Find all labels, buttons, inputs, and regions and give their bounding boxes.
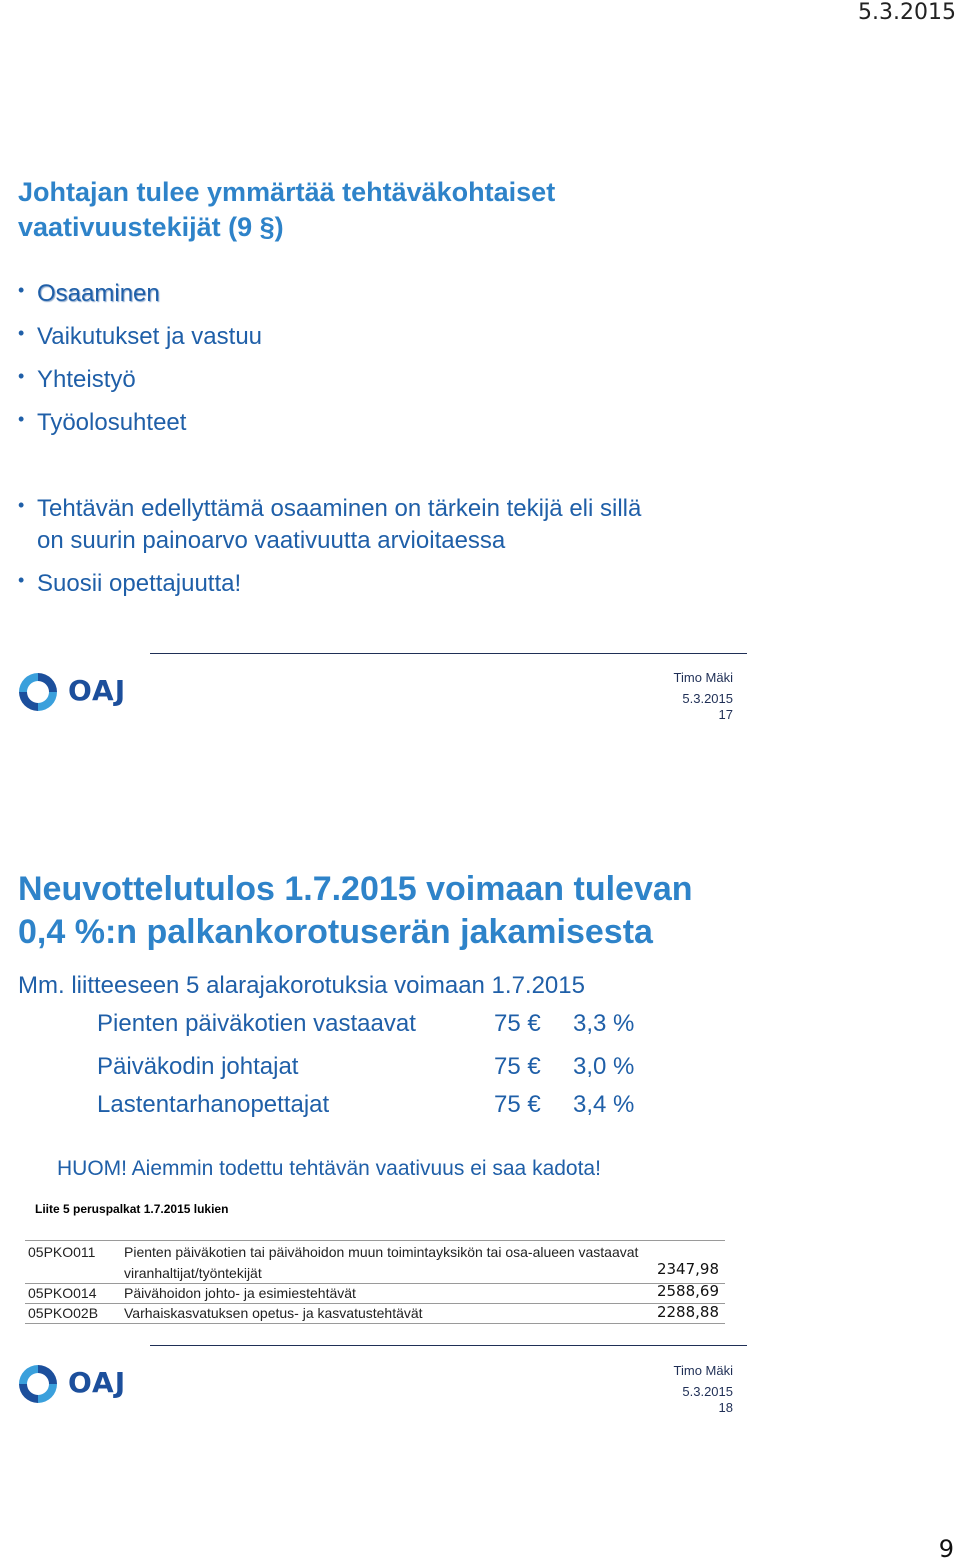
footer-divider [150,653,747,654]
bullet-icon: • [18,495,25,515]
slide-18-title-line1: Neuvottelutulos 1.7.2015 voimaan tulevan [18,870,693,908]
table-desc: Varhaiskasvatuksen opetus- ja kasvatustehtävät [124,1305,423,1321]
table-desc: Pienten päiväkotien tai päivähoidon muun toimintayksikön tai osa-alueen vastaavat [124,1244,639,1260]
table-code: 05PKO011 [28,1244,96,1260]
salary-table [25,1240,725,1325]
bullet-icon: • [18,570,25,590]
footer-divider [150,1345,747,1346]
raise-row-label: Pienten päiväkotien vastaavat [97,1010,416,1037]
raise-row-percent: 3,3 % [573,1010,635,1037]
slide-18-title-line2: 0,4 %:n palkankorotuserän jakamisesta [18,913,653,951]
oaj-logo-text: OAJ [68,1366,127,1399]
table-caption: Liite 5 peruspalkat 1.7.2015 lukien [35,1202,229,1216]
bullet-text: Työolosuhteet [37,409,187,436]
bullet-text: Suosii opettajuutta! [37,570,242,597]
table-desc-cont: viranhaltijat/työntekijät [124,1265,262,1281]
bullet-text: on suurin painoarvo vaativuutta arvioitaessa [37,527,506,554]
slide-number: 18 [718,1400,733,1415]
table-divider [25,1323,725,1324]
slide-17-title [18,175,555,245]
table-salary: 2347,98 [656,1260,719,1278]
raise-row-percent: 3,0 % [573,1053,635,1080]
bullet-text: Tehtävän edellyttämä osaaminen on tärkein tekijä eli sillä [37,495,642,522]
raise-row-percent: 3,4 % [573,1091,635,1118]
bullet-text: Osaaminen [37,280,160,307]
table-divider [25,1240,725,1241]
bullet-icon: • [18,409,25,429]
bullet-text: Vaikutukset ja vastuu [37,323,263,350]
bullet-icon: • [18,323,25,343]
oaj-logo-icon [16,670,60,714]
footer-author: Timo Mäki [673,1363,733,1378]
table-salary: 2588,69 [656,1282,719,1300]
slide-17-title-line1: Johtajan tulee ymmärtää tehtäväkohtaiset [18,177,556,207]
slide-18-title [18,868,693,954]
footer-date: 5.3.2015 [682,691,733,706]
page-header-date: 5.3.2015 [858,0,956,25]
footer-author: Timo Mäki [673,670,733,685]
slide-17-title-line2: vaativuustekijät (9 §) [18,212,284,242]
note-text: HUOM! Aiemmin todettu tehtävän vaativuus ei saa kadota! [57,1157,601,1180]
table-salary: 2288,88 [656,1303,719,1321]
table-desc: Päivähoidon johto- ja esimiestehtävät [124,1285,356,1301]
bullet-icon: • [18,280,25,300]
raise-row-amount: 75 € [494,1091,541,1118]
oaj-logo-icon [16,1362,60,1406]
raise-row-amount: 75 € [494,1010,541,1037]
table-code: 05PKO02B [28,1305,99,1321]
raise-row-label: Päiväkodin johtajat [97,1053,299,1080]
table-code: 05PKO014 [28,1285,97,1301]
oaj-logo-text: OAJ [68,674,127,707]
intro-text: Mm. liitteeseen 5 alarajakorotuksia voimaan 1.7.2015 [18,972,585,999]
slide-number: 17 [718,707,733,722]
table-divider [25,1283,725,1284]
table-divider [25,1303,725,1304]
raise-row-label: Lastentarhanopettajat [97,1091,330,1118]
raise-row-amount: 75 € [494,1053,541,1080]
bullet-icon: • [18,366,25,386]
footer-date: 5.3.2015 [682,1384,733,1399]
bullet-text: Yhteistyö [37,366,136,393]
page-number: 9 [938,1535,954,1563]
